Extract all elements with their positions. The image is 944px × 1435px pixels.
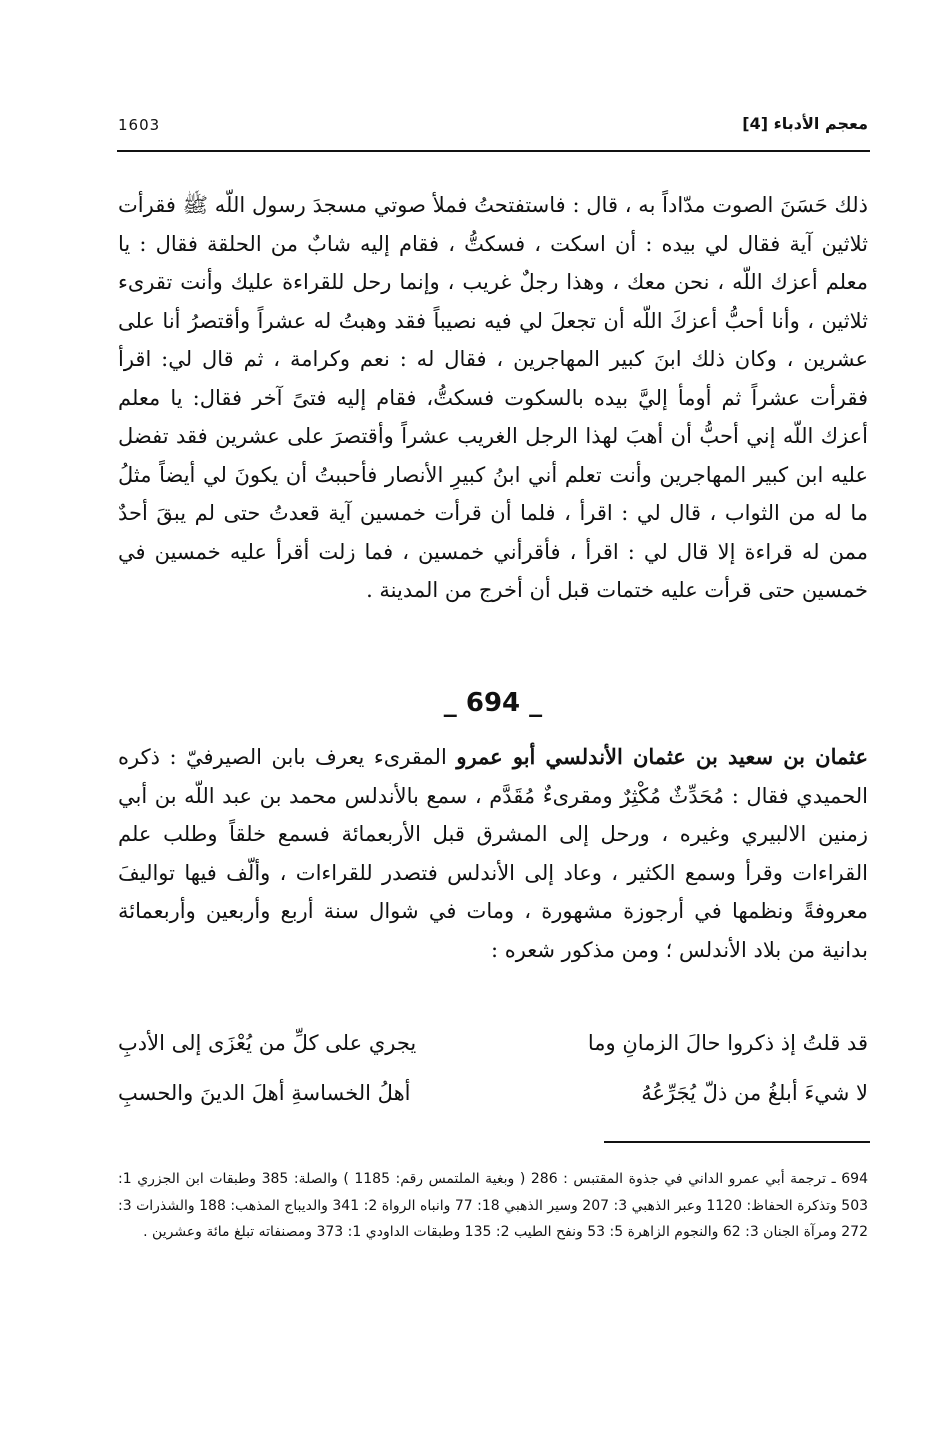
entry-text: المقرىء يعرف بابن الصيرفيّ : ذكره الحميدي فقال : مُحَدِّثٌ مُكْثِرٌ ومقرىءٌ مُقَدَّم ، سمع بالأندلس محمد بن عبد اللّه بن أبي زمنين الالبيري وغيره ، ورحل إلى المشرق قبل الأربعمائة فسمع خلقاً وطلب علم القراءات وقرأ وسمع الكثير ، وعاد إلى الأندلس فتصدر للقراءات ، وألّف فيها تواليفَ معروفةً ونظمها في أرجوزة مشهورة ، ومات في شوال سنة أربع وأربعين وأربعمائة بدانية من بلاد الأندلس ؛ ومن مذكور شعره : (118, 745, 868, 962)
footnote: 694 ـ ترجمة أبي عمرو الداني في جذوة المقتبس : 286 ( وبغية الملتمس رقم: 1185 ) والصلة: 385 وطبقات ابن الجزري 1: 503 وتذكرة الحفاظ: 1120 وعبر الذهبي 3: 207 وسير الذهبي 18: 77 وانباه الرواة 2: 341 والديباج المذهب: 188 والشذرات 3: 272 ومرآة الجنان 3: 62 والنجوم الزاهرة 5: 53 ونفح الطيب 2: 135 وطبقات الداودي 1: 373 ومصنفاته تبلغ مائة وعشرين . (118, 1171, 869, 1240)
page-number: 1603 (118, 116, 161, 134)
header-divider (117, 150, 870, 152)
entry-body (118, 738, 868, 969)
verse-first-hemistich: قد قلتُ إذ ذكروا حالَ الزمانِ وما (587, 1031, 868, 1055)
entry-paragraph (118, 738, 868, 969)
entry-number: _ 694 _ (443, 688, 543, 718)
footnote-divider (604, 1141, 870, 1143)
running-title: معجم الأدباء [4] (742, 114, 868, 133)
poem-verses (118, 1018, 868, 1118)
entry-name: عثمان بن سعيد بن عثمان الأندلسي أبو عمرو (456, 744, 868, 769)
verse-line (118, 1068, 868, 1118)
continuation-text: ذلك حَسَنَ الصوت مدّاداً به ، قال : فاستفتحتُ فملأ صوتي مسجدَ رسول اللّه ﷺ فقرأت ثلاثين آية فقال لي بيده : أن اسكت ، فسكتُّ ، فقام إليه شابٌ من الحلقة فقال : يا معلم أعزك اللّه ، نحن معك ، وهذا رجلٌ غريب ، وإنما رحل للقراءة عليك وأنت تقرىء ثلاثين ، وأنا أحبُّ أعزكَ اللّه أن تجعلَ لي فيه نصيباً فقد وهبتُ له عشراً وأقتصرُ أنا على عشرين ، وكان ذلك ابنَ كبير المهاجرين ، فقال له : نعم وكرامة ، ثم قال لي: اقرأ فقرأت عشراً ثم أومأ إليَّ بيده بالسكوت فسكتُّ، فقام إليه فتىً آخر فقال: يا معلم أعزك اللّه إني أحبُّ أن أهبَ لهذا الرجل الغريب عشراً وأقتصرَ على عشرين فقد تفضل عليه ابن كبير المهاجرين وأنت تعلم أني ابنُ كبيرِ الأنصار فأحببتُ أن يكونَ لي أيضاً مثلُ ما له من الثواب ، قال لي : اقرأ ، فلما أن قرأت خمسين آية قعدتُ حتى لم يبقَ أحدٌ ممن له قراءة إلا قال لي : اقرأ ، فأقرأني خمسين ، فما زلت أقرأ عليه خمسين في خمسين حتى قرأت عليه ختمات قبل أن أخرج من المدينة . (118, 193, 868, 602)
verse-first-hemistich: لا شيءَ أبلغُ من ذلّ يُجَرِّعُهُ (641, 1081, 868, 1105)
verse-second-hemistich: يجري على كلِّ من يُعْزَى إلى الأدبِ (118, 1031, 417, 1055)
verse-line (118, 1018, 868, 1068)
verse-second-hemistich: أهلُ الخساسةِ أهلَ الدينَ والحسبِ (118, 1081, 411, 1105)
continuation-paragraph (118, 186, 868, 610)
